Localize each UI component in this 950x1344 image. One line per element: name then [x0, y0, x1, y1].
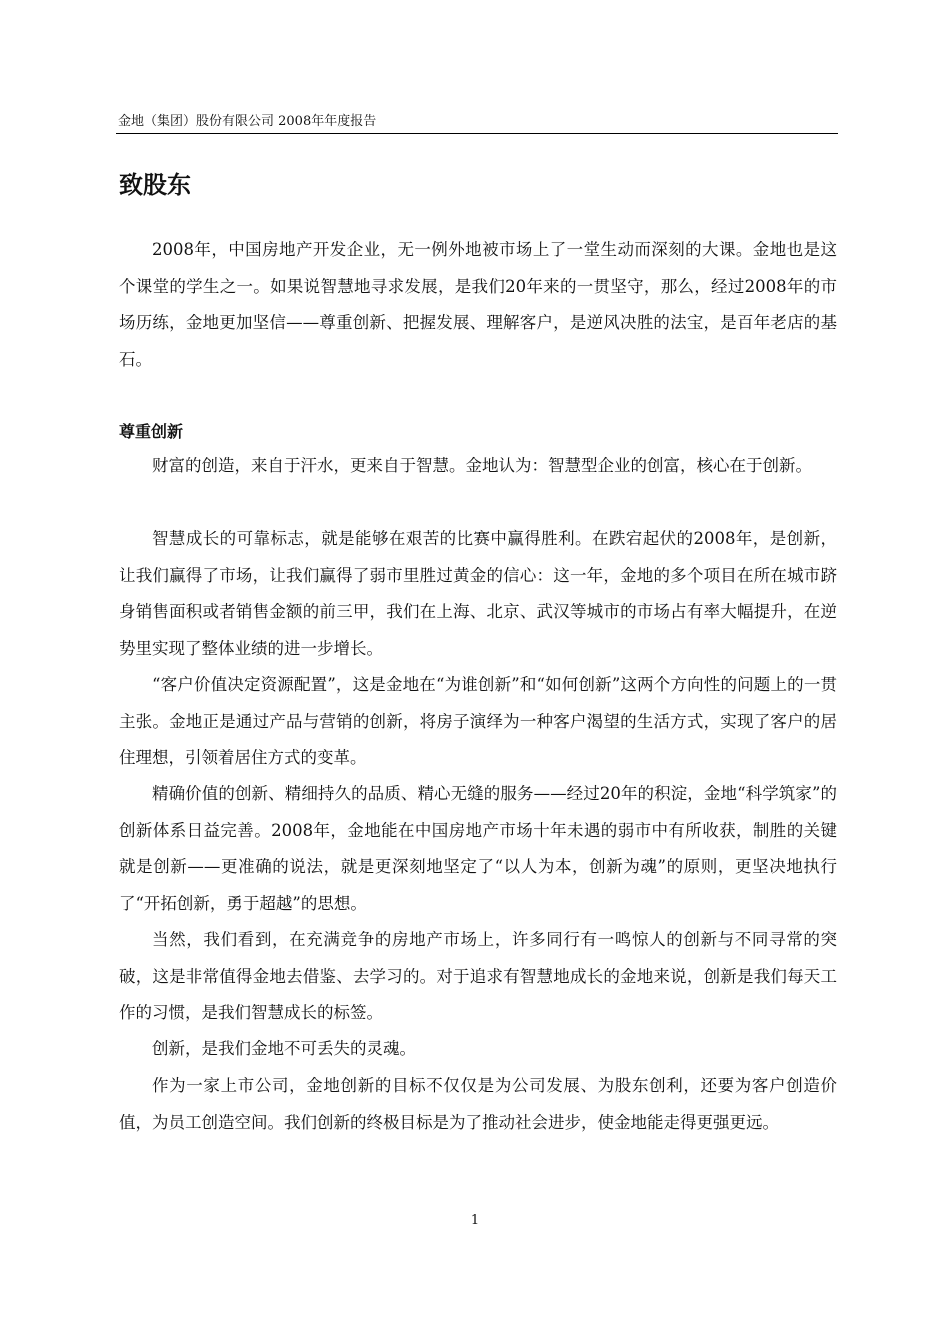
body-paragraph: 创新，是我们金地不可丢失的灵魂。	[152, 1039, 416, 1058]
page-title: 致股东	[119, 171, 191, 199]
body-paragraph: 财富的创造，来自于汗水，更来自于智慧。金地认为：智慧型企业的创富，核心在于创新。	[152, 456, 812, 475]
header-divider	[116, 133, 838, 134]
intro-paragraph: 2008年，中国房地产开发企业，无一例外地被市场上了一堂生动而深刻的大课。金地也是这个课堂的学生之一。如果说智慧地寻求发展，是我们20年来的一贯坚守，那么，经过2008年的市场历练，金地更加坚信——尊重创新、把握发展、理解客户，是逆风决胜的法宝，是百年老店的基石。	[119, 240, 837, 369]
running-header: 金地（集团）股份有限公司 2008年年度报告	[118, 114, 377, 129]
section-heading: 尊重创新	[119, 422, 184, 441]
body-paragraph: 智慧成长的可靠标志，就是能够在艰苦的比赛中赢得胜利。在跌宕起伏的2008年，是创新，让我们赢得了市场，让我们赢得了弱市里胜过黄金的信心：这一年，金地的多个项目在所在城市跻身销售面积或者销售金额的前三甲，我们在上海、北京、武汉等城市的市场占有率大幅提升，在逆势里实现了整体业绩的进一步增长。	[119, 529, 837, 658]
body-paragraph: “客户价值决定资源配置”，这是金地在“为谁创新”和“如何创新”这两个方向性的问题上的一贯主张。金地正是通过产品与营销的创新，将房子演绎为一种客户渴望的生活方式，实现了客户的居住理想，引领着居住方式的变革。	[119, 675, 837, 767]
body-paragraph: 精确价值的创新、精细持久的品质、精心无缝的服务——经过20年的积淀，金地“科学筑家”的创新体系日益完善。2008年，金地能在中国房地产市场十年未遇的弱市中有所收获，制胜的关键就是创新——更准确的说法，就是更深刻地坚定了“以人为本，创新为魂”的原则，更坚决地执行了“开拓创新，勇于超越”的思想。	[119, 784, 837, 913]
body-paragraph: 作为一家上市公司，金地创新的目标不仅仅是为公司发展、为股东创利，还要为客户创造价值，为员工创造空间。我们创新的终极目标是为了推动社会进步，使金地能走得更强更远。	[119, 1076, 837, 1132]
body-paragraph: 当然，我们看到，在充满竞争的房地产市场上，许多同行有一鸣惊人的创新与不同寻常的突破，这是非常值得金地去借鉴、去学习的。对于追求有智慧地成长的金地来说，创新是我们每天工作的习惯，是我们智慧成长的标签。	[119, 930, 837, 1022]
page-number: 1	[470, 1213, 480, 1228]
